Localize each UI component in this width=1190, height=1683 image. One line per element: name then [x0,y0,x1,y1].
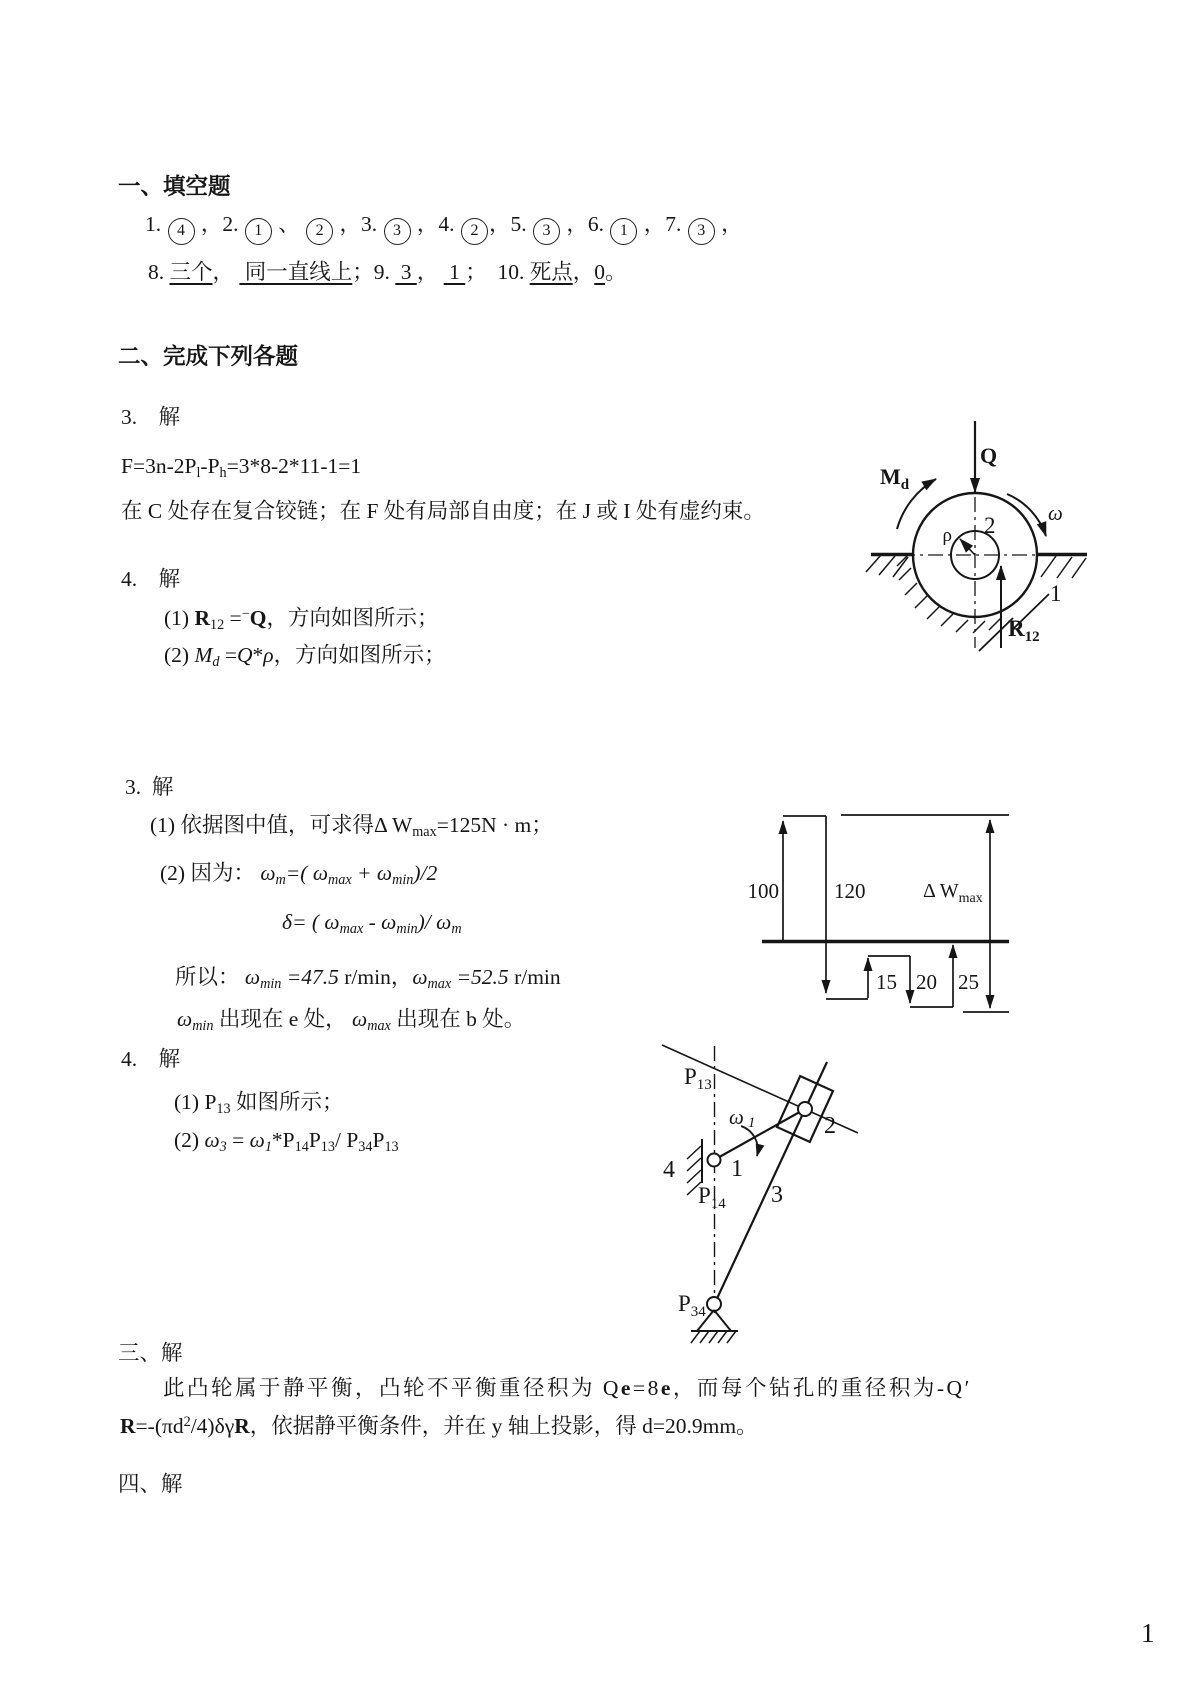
value-15: 15 [876,970,897,994]
p34-ground-hatching [691,1331,736,1343]
p34-pin [707,1297,721,1311]
ground-hatching-right [1041,556,1086,578]
q4b-item-2: (2) $\omega_3 = \omega_1*P_{14}P_{13}/$ $P_{34}P_{13}$ [174,1128,399,1155]
q4b-item-1: (1) $P_{13}$ 如图所示； [174,1090,344,1117]
q3b-result-line: 所以： $\omega_{min} =47.5$ r/min，$\omega_{max} =52.5$ r/min [175,965,561,992]
section3-heading: 三、解 [118,1341,183,1365]
q4-item-1: (1) $R_{12} =^-Q$，方向如图所示； [164,606,439,634]
value-120: 120 [834,879,866,903]
q3b-item-1: (1) 依据图中值，可求得Δ $W_{max}=125N \cdot m$； [150,813,553,840]
rho-label: ρ [942,525,952,546]
q3b-item-2: (2) 因为： $\omega_m=$( $\omega_{max} + \omega_{min})/2$ [160,861,438,888]
q3b-delta-formula: δ= ( $\omega_{max} - \omega_{min})/$ $\omega_m$ [282,910,462,937]
energy-diagram [740,795,1020,1030]
fill-answers-line-1: 1. 4 ，2. 1 、 2 ，3. 3 ，4. 2 ，5. 3 ，6. 1 ，7. 3 ， [145,211,743,245]
mech-link1-label: 1 [731,1156,743,1182]
mech-link3-label: 3 [771,1182,783,1208]
section4-heading: 四、解 [118,1472,183,1496]
section3-para-2: $R=-(\pi d^2/4)\delta\gamma R$，依据静平衡条件，并在 y 轴上投影，得 d=20.9mm。 [120,1414,758,1439]
value-20: 20 [916,970,937,994]
q4-label: 4. 解 [121,567,181,591]
mech-link4-label: 4 [663,1157,675,1183]
omega-label: ω [1048,501,1063,525]
q3b-occurrence-line: $\omega_{min}$ 出现在 e 处， $\omega_{max}$ 出现在 b 处。 [177,1007,526,1034]
delta-w-max-label: Δ $W_{max}$ [923,880,983,906]
value-100: 100 [747,879,779,903]
fill-answers-line-2: 8. 三个， 同一直线上；9. 3 ， 1 ； 10. 死点，0。 [148,260,627,284]
omega1-label: ω 1 [729,1105,756,1131]
omega-arc [1007,494,1046,536]
section2-heading: 二、完成下列各题 [118,344,299,369]
p34-label: $P_{34}$ [678,1291,706,1320]
q3-note: 在 C 处存在复合铰链；在 F 处有局部自由度；在 J 或 I 处有虚约束。 [121,499,765,523]
rho-radius-arrow [960,539,975,555]
bearing-link2-label: 2 [984,513,996,538]
p14-pin [708,1154,721,1167]
section3-para-1: 此凸轮属于静平衡，凸轮不平衡重径积为 Qe=8e，而每个钻孔的重径积为-Q′ [163,1376,972,1400]
mechanism-diagram [620,1035,940,1355]
q3-label: 3. 解 [121,405,181,429]
bearing-seat-hatching [897,556,1001,633]
mech-link2-label: 2 [824,1113,836,1139]
value-25: 25 [958,970,979,994]
page-number: 1 [1141,1618,1155,1648]
p13-label: $P_{13}$ [684,1064,712,1093]
q4-item-2: (2) $M_d =Q*\rho$，方向如图所示； [164,643,446,670]
q3-dof-formula: $F=3n-2P_l-P_h=3*8-2*11-1=1$ [121,454,362,481]
md-label: $M_d$ [880,464,910,493]
q4b-label: 4. 解 [121,1047,181,1071]
section1-heading: 一、填空题 [118,174,231,199]
bearing-diagram [855,415,1110,655]
slider-pin [798,1102,812,1116]
q-label: Q [980,443,998,468]
q3b-label: 3. 解 [125,775,174,799]
bearing-link1-label: 1 [1050,581,1062,606]
p14-label: $P_{14}$ [698,1183,726,1212]
ground-hatching-left [866,555,908,577]
r12-label: $R_{12}$ [1008,616,1040,645]
